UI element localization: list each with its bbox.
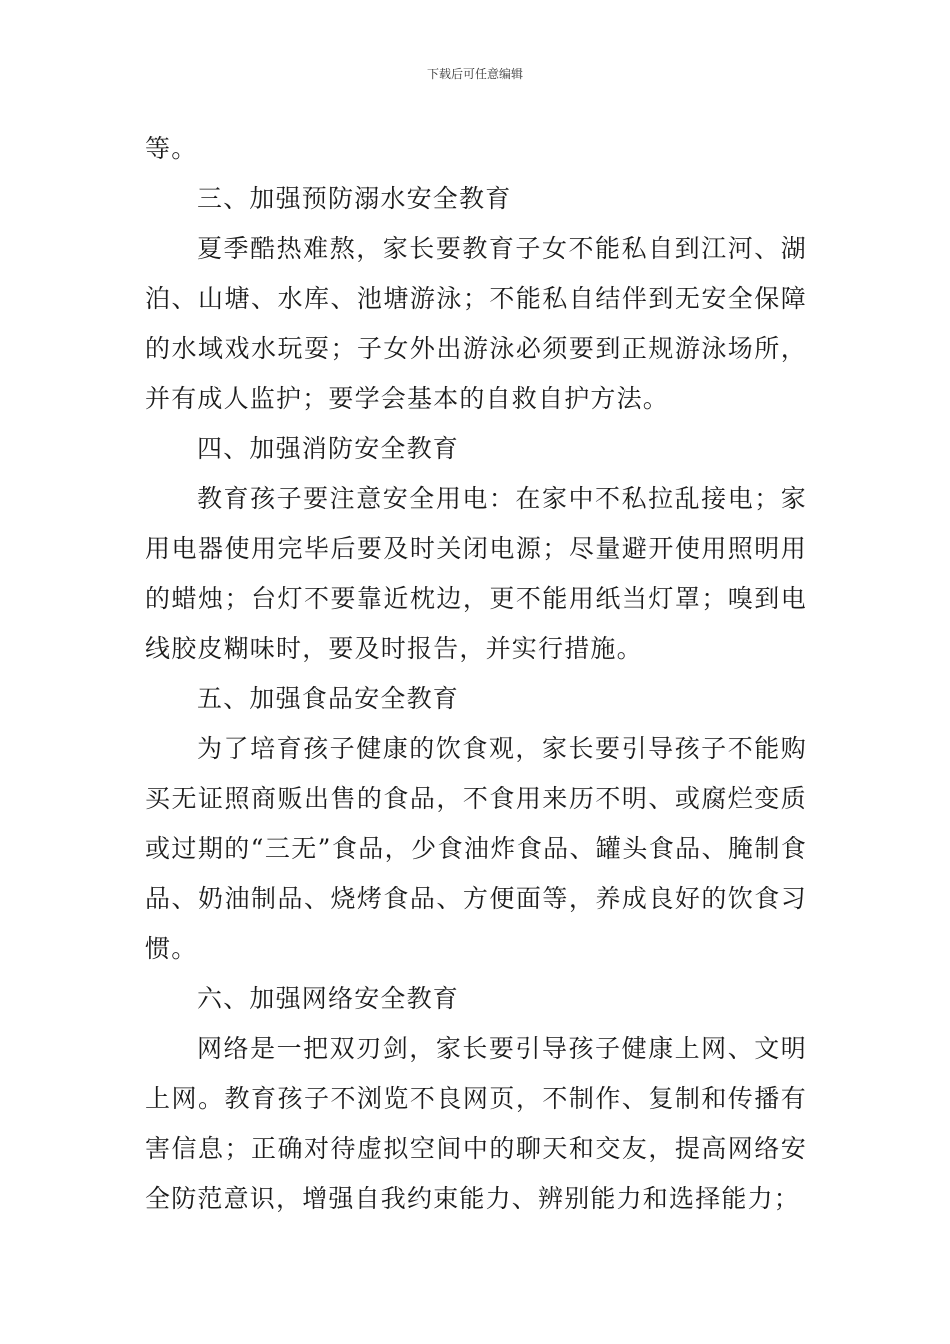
section-heading-food: 五、加强食品安全教育 bbox=[197, 684, 460, 713]
paragraph-drowning: 夏季酷热难熬，家长要教育子女不能私自到江河、湖泊、山塘、水库、池塘游泳；不能私自结伴到无安全保障的水域戏水玩耍；子女外出游泳必须要到正规游泳场所，并有成人监护；要学会基本的自救自护方法。 bbox=[145, 234, 807, 413]
page-header: 下载后可任意编辑 bbox=[426, 67, 523, 81]
paragraph-fire: 教育孩子要注意安全用电：在家中不私拉乱接电；家用电器使用完毕后要及时关闭电源；尽量避开使用照明用的蜡烛；台灯不要靠近枕边，更不能用纸当灯罩；嗅到电线胶皮糊味时，要及时报告，并实行措施。 bbox=[145, 484, 807, 663]
document-body bbox=[145, 124, 807, 1224]
section-heading-network: 六、加强网络安全教育 bbox=[197, 984, 460, 1013]
paragraph-continuation: 等。 bbox=[145, 134, 198, 163]
paragraph-food: 为了培育孩子健康的饮食观，家长要引导孩子不能购买无证照商贩出售的食品，不食用来历不明、或腐烂变质或过期的“三无”食品，少食油炸食品、罐头食品、腌制食品、奶油制品、烧烤食品、方便面等，养成良好的饮食习惯。 bbox=[145, 734, 807, 963]
section-heading-drowning: 三、加强预防溺水安全教育 bbox=[197, 184, 512, 213]
section-heading-fire: 四、加强消防安全教育 bbox=[197, 434, 460, 463]
paragraph-network: 网络是一把双刃剑，家长要引导孩子健康上网、文明上网。教育孩子不浏览不良网页，不制作、复制和传播有害信息；正确对待虚拟空间中的聊天和交友，提高网络安全防范意识，增强自我约束能力、辨别能力和选择能力； bbox=[145, 1034, 807, 1213]
